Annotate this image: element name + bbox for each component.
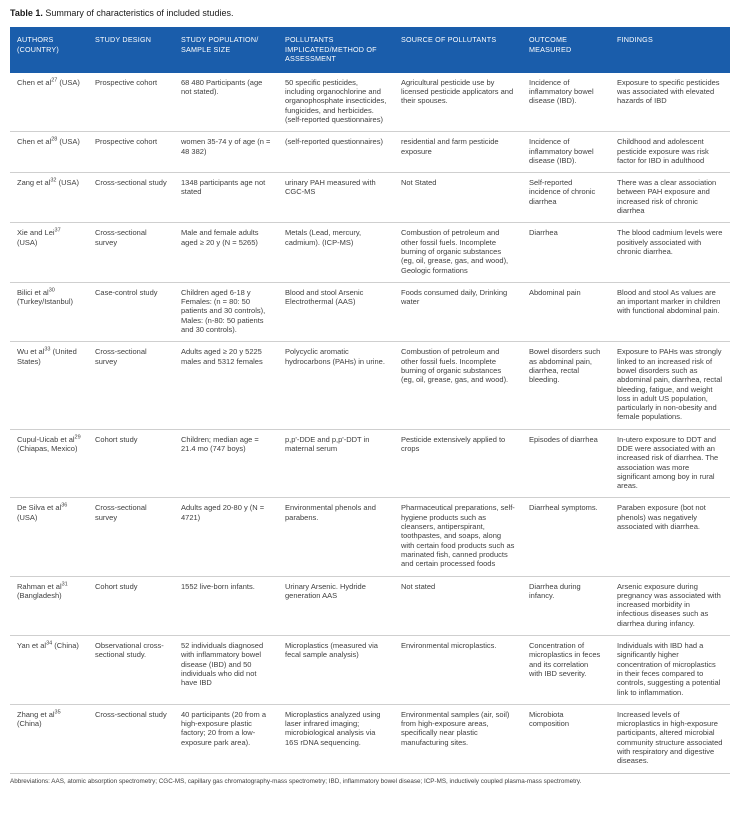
cell-source: Not Stated bbox=[394, 173, 522, 223]
cell-source: Combustion of petroleum and other fossil fuels. Incomplete burning of organic substances (eg, oil, grease, gas, and wood), Geologic formations bbox=[394, 223, 522, 282]
cell-source: Not stated bbox=[394, 576, 522, 635]
cell-authors: Cupul-Uicab et $al^{29}$ (Chiapas, Mexico) bbox=[10, 429, 88, 498]
reference-superscript: 29 bbox=[74, 434, 81, 441]
reference-superscript: 37 bbox=[54, 227, 61, 234]
cell-design: Cross-sectional study bbox=[88, 173, 174, 223]
table-caption-text: Summary of characteristics of included studies. bbox=[45, 8, 234, 18]
cell-findings: Paraben exposure (bot not phenols) was negatively associated with diarrhea. bbox=[610, 498, 730, 576]
table-row bbox=[10, 73, 730, 132]
reference-superscript: 31 bbox=[61, 581, 68, 588]
cell-findings: Exposure to specific pesticides was associated with elevated hazards of IBD bbox=[617, 77, 720, 106]
reference-superscript: 34 bbox=[46, 640, 53, 647]
table-number: Table 1. bbox=[10, 8, 43, 18]
col-header-design: STUDY DESIGN bbox=[88, 27, 174, 73]
abbreviations-note: Abbreviations: AAS, atomic absorption spectrometry; CGC-MS, capillary gas chromatography-mass spectrometry; IBD, inflammatory bowel disease; ICP-MS, inductively coupled plasma-mass spectrometry. bbox=[10, 777, 582, 785]
cell-design: Cross-sectional survey bbox=[88, 223, 174, 282]
table-row bbox=[10, 704, 730, 773]
col-header-source: SOURCE OF POLLUTANTS bbox=[394, 27, 522, 73]
cell-population: 40 participants (20 from a high-exposure plastic factory; 20 from a low-exposure park area). bbox=[174, 704, 278, 773]
reference-superscript: 36 bbox=[61, 502, 68, 509]
reference-superscript: 30 bbox=[48, 287, 55, 294]
cell-outcome: Incidence of inflammatory bowel disease (IBD). bbox=[522, 132, 610, 173]
cell-design: Prospective cohort bbox=[88, 132, 174, 173]
reference-superscript: 27 bbox=[51, 77, 58, 84]
cell-pollutants: Microplastics analyzed using laser infrared imaging; microbiological analysis via 16S rDNA sequencing. bbox=[278, 704, 394, 773]
col-header-findings: FINDINGS bbox=[610, 27, 730, 73]
cell-authors: Xie and Lei$^{37}$ (USA) bbox=[10, 223, 88, 282]
cell-authors: Zang et $al^{32}$ (USA) bbox=[10, 173, 88, 223]
studies-table bbox=[10, 27, 730, 774]
cell-population: 1552 live-born infants. bbox=[174, 576, 278, 635]
cell-design: Cross-sectional survey bbox=[88, 498, 174, 576]
reference-superscript: 35 bbox=[54, 709, 61, 716]
table-row bbox=[10, 636, 730, 705]
cell-outcome: Abdominal pain bbox=[522, 282, 610, 341]
cell-outcome: Incidence of inflammatory bowel disease (IBD). bbox=[529, 77, 594, 106]
cell-design: Case-control study bbox=[88, 282, 174, 341]
table-header-row bbox=[10, 27, 730, 73]
cell-outcome: Self-reported incidence of chronic diarrhea bbox=[522, 173, 610, 223]
cell-source: Pharmaceutical preparations, self-hygiene products such as cleansers, antiperspirant, toothpastes, and soaps, along with certain food products such as marinated fish, canned products and certain processed foods bbox=[394, 498, 522, 576]
cell-findings: There was a clear association between PAH exposure and increased risk of chronic diarrhea bbox=[610, 173, 730, 223]
cell-design: Cross-sectional survey bbox=[88, 342, 174, 429]
cell-findings: Exposure to PAHs was strongly linked to an increased risk of bowel disorders such as abdominal pain, diarrhea, rectal bleeding, fatigue, and weight loss in adult US population, particularly in non-obesity and female populations. bbox=[610, 342, 730, 429]
col-header-outcome: OUTCOME MEASURED bbox=[522, 27, 610, 73]
reference-superscript: 28 bbox=[51, 136, 58, 143]
cell-pollutants: p,p'-DDE and p,p'-DDT in maternal serum bbox=[278, 429, 394, 498]
cell-source: residential and farm pesticide exposure bbox=[394, 132, 522, 173]
table-row bbox=[10, 576, 730, 635]
cell-outcome: Episodes of diarrhea bbox=[522, 429, 610, 498]
cell-population: 68 480 Participants (age not stated). bbox=[181, 77, 263, 97]
cell-pollutants: Microplastics (measured via fecal sample analysis) bbox=[278, 636, 394, 705]
col-header-pollutants: POLLUTANTS IMPLICATED/METHOD OF ASSESSMENT bbox=[278, 27, 394, 73]
cell-source: Pesticide extensively applied to crops bbox=[394, 429, 522, 498]
cell-outcome: Microbiota composition bbox=[522, 704, 610, 773]
cell-pollutants: Polycyclic aromatic hydrocarbons (PAHs) in urine. bbox=[278, 342, 394, 429]
cell-findings: The blood cadmium levels were positively associated with chronic diarrhea. bbox=[610, 223, 730, 282]
cell-pollutants: Metals (Lead, mercury, cadmium). (ICP-MS) bbox=[278, 223, 394, 282]
reference-superscript: 33 bbox=[44, 346, 51, 353]
reference-superscript: 32 bbox=[50, 177, 57, 184]
table-caption bbox=[10, 8, 730, 19]
cell-source: Combustion of petroleum and other fossil fuels. Incomplete burning of organic substances (eg, oil, grease, gas, and wood). bbox=[394, 342, 522, 429]
table-row bbox=[10, 132, 730, 173]
cell-authors: Wu et $al^{33}$ (United States) bbox=[10, 342, 88, 429]
cell-authors: Chen et $al^{27}$ (USA) bbox=[17, 77, 80, 87]
cell-findings: Blood and stool As values are an important marker in children with functional abdominal pain. bbox=[610, 282, 730, 341]
cell-design: Prospective cohort bbox=[95, 77, 158, 87]
cell-pollutants: 50 specific pesticides, including organochlorine and organophosphate insecticides, fungicides, and herbicides. (self-reported questionnaires) bbox=[285, 77, 387, 124]
cell-design: Cohort study bbox=[88, 429, 174, 498]
cell-population: 1348 participants age not stated bbox=[174, 173, 278, 223]
cell-outcome: Bowel disorders such as abdominal pain, diarrhea, rectal bleeding. bbox=[522, 342, 610, 429]
cell-population: 52 individuals diagnosed with inflammatory bowel disease (IBD) and 50 individuals who did not have IBD bbox=[174, 636, 278, 705]
col-header-authors: AUTHORS (COUNTRY) bbox=[10, 27, 88, 73]
table-row bbox=[10, 342, 730, 429]
cell-authors: Zhang et $al^{35}$ (China) bbox=[10, 704, 88, 773]
cell-authors: De Silva et $al^{36}$ (USA) bbox=[10, 498, 88, 576]
cell-outcome: Diarrhea bbox=[522, 223, 610, 282]
table-row bbox=[10, 498, 730, 576]
cell-source: Environmental samples (air, soil) from high-exposure areas, specifically near plastic manufacturing sites. bbox=[394, 704, 522, 773]
cell-source: Environmental microplastics. bbox=[394, 636, 522, 705]
cell-pollutants: Blood and stool Arsenic Electrothermal (AAS) bbox=[278, 282, 394, 341]
cell-population: Male and female adults aged ≥ 20 y (N = 5265) bbox=[174, 223, 278, 282]
cell-pollutants: (self-reported questionnaires) bbox=[278, 132, 394, 173]
table-row bbox=[10, 223, 730, 282]
cell-design: Cohort study bbox=[88, 576, 174, 635]
cell-pollutants: Environmental phenols and parabens. bbox=[278, 498, 394, 576]
cell-pollutants: Urinary Arsenic. Hydride generation AAS bbox=[278, 576, 394, 635]
cell-design: Cross-sectional study bbox=[88, 704, 174, 773]
cell-outcome: Diarrhea during infancy. bbox=[522, 576, 610, 635]
cell-findings: Increased levels of microplastics in high-exposure participants, altered microbial community structure associated with respiratory and digestive diseases. bbox=[610, 704, 730, 773]
cell-population: Adults aged ≥ 20 y 5225 males and 5312 females bbox=[174, 342, 278, 429]
cell-population: women 35-74 y of age (n = 48 382) bbox=[174, 132, 278, 173]
cell-findings: In-utero exposure to DDT and DDE were associated with an increased risk of diarrhea. The association was more significant among boy in rural areas. bbox=[610, 429, 730, 498]
cell-population: Children aged 6-18 y Females: (n = 80: 50 patients and 30 controls), Males: (n-80: 50 patients and 30 controls). bbox=[174, 282, 278, 341]
table-body bbox=[10, 73, 730, 773]
cell-design: Observational cross-sectional study. bbox=[88, 636, 174, 705]
col-header-population: STUDY POPULATION/ SAMPLE SIZE bbox=[174, 27, 278, 73]
cell-authors: Yan et $al^{34}$ (China) bbox=[10, 636, 88, 705]
cell-outcome: Concentration of microplastics in feces and its correlation with IBD severity. bbox=[522, 636, 610, 705]
table-row bbox=[10, 173, 730, 223]
cell-findings: Arsenic exposure during pregnancy was associated with increased morbidity in infectious diseases such as diarrhea during infancy. bbox=[610, 576, 730, 635]
table-row bbox=[10, 282, 730, 341]
cell-outcome: Diarrheal symptoms. bbox=[522, 498, 610, 576]
cell-population: Children; median age = 21.4 mo (747 boys) bbox=[174, 429, 278, 498]
cell-authors: Rahman et $al^{31}$ (Bangladesh) bbox=[10, 576, 88, 635]
cell-findings: Childhood and adolescent pesticide exposure was risk factor for IBD in adulthood bbox=[610, 132, 730, 173]
cell-population: Adults aged 20-80 y (N = 4721) bbox=[174, 498, 278, 576]
cell-authors: Bilici et $al^{30}$ (Turkey/Istanbul) bbox=[10, 282, 88, 341]
cell-pollutants: urinary PAH measured with CGC-MS bbox=[278, 173, 394, 223]
cell-source: Agricultural pesticide use by licensed pesticide applicators and their spouses. bbox=[401, 77, 514, 106]
cell-authors: Chen et $al^{28}$ (USA) bbox=[10, 132, 88, 173]
cell-findings: Individuals with IBD had a significantly higher concentration of microplastics in their feces compared to controls, suggesting a potential link to inflammation. bbox=[610, 636, 730, 705]
cell-source: Foods consumed daily, Drinking water bbox=[394, 282, 522, 341]
table-row bbox=[10, 429, 730, 498]
